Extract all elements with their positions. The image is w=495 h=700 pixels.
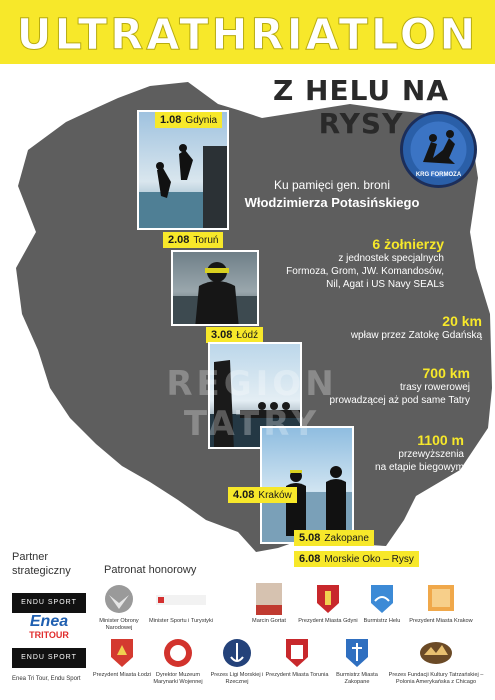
patron-maritime-league [204,637,270,686]
stat-soldiers-value: 6 żołnierzy [372,236,444,252]
tatra-logo-icon [384,637,488,669]
swimmer-image [173,252,259,326]
patron-hel [349,583,415,625]
endu-sport-logo-2: ENDU SPORT [12,648,86,668]
patron-emblem [408,583,474,615]
patron-caption: Burmistrz Helu [363,618,401,624]
partner-caption: Enea Tri Tour, Endu Sport [12,676,81,682]
patron-emblem [349,583,415,615]
patron-navy-museum [145,637,211,686]
stage-place: Zakopane [324,533,369,544]
stage-date: 4.08 [233,489,255,501]
stage-tag-2 [163,232,223,248]
patron-caption: Prezydent Miasta Łodzi [92,672,152,678]
patron-zakopane [324,637,390,686]
stage-tag-1 [155,112,222,128]
memorial-dedication [232,178,432,210]
logo-caption: KRG FORMOZA [415,172,462,178]
patron-caption: Prezes Fundacji Kultury Tatrzańskiej – Polonia Amerykańska z Chicago [388,672,484,685]
jumping-soldiers-image [139,112,229,230]
patron-emblem [264,637,330,669]
stat-soldiers [262,236,444,291]
ministry-logo-icon [148,583,214,615]
stage-tag-4 [228,487,297,503]
stage-place: Morskie Oko – Rysy [324,554,414,565]
partner-heading-line-1: Partner [12,551,49,563]
stat-run-line-2: na etapie biegowym [375,462,464,473]
stage-date: 2.08 [168,234,190,246]
patron-emblem [86,583,152,615]
partner-heading-line-2: strategiczny [12,565,71,577]
torun-crest-icon [264,637,330,669]
tritour-label: TRITOUR [29,630,69,640]
patron-emblem [324,637,390,669]
event-subtitle: Z HELU NA RYSY [272,74,450,140]
stage-date: 6.08 [299,553,321,565]
patron-emblem [148,583,214,615]
stat-swim-value: 20 km [442,313,482,329]
stat-bike-line-2: prowadzącej aż pod same Tatry [329,395,470,406]
patron-caption: Minister Obrony Narodowej [99,618,139,631]
photo-torun [171,250,259,326]
region-tatry-watermark: REGION TATRY [166,364,338,444]
event-title: ULTRATHRIATLON [16,10,479,60]
patron-caption: Marcin Gortat [252,618,286,624]
stat-bike-value: 700 km [422,365,470,381]
portrait-icon [236,583,302,615]
stage-date: 1.08 [160,114,182,126]
museum-badge-icon [145,637,211,669]
stage-tag-5 [294,530,374,546]
memorial-line-1: Ku pamięci gen. broni [273,178,391,192]
patron-torun [264,637,330,679]
stat-run-line-1: przewyższenia [398,449,464,460]
patron-minister-sport [148,583,214,625]
stage-place: Kraków [258,490,292,501]
patron-minister-defense [86,583,152,632]
eagle-emblem-icon [86,583,152,615]
patron-caption: Prezes Ligi Morskiej i Rzecznej [210,672,264,685]
stat-run-value: 1100 m [417,432,464,448]
patron-emblem [384,637,488,669]
stage-place: Gdynia [185,115,218,126]
stage-place: Toruń [193,235,219,246]
zakopane-crest-icon [324,637,390,669]
stage-tag-3 [206,327,263,343]
stage-tag-6 [294,551,419,567]
stage-date: 3.08 [211,329,233,341]
stage-date: 5.08 [299,532,321,544]
enea-tritour-logo [12,614,86,644]
enea-label: Enea [29,613,69,630]
patron-caption: Prezydent Miasta Gdyni [298,618,358,624]
memorial-line-2: Włodzimierza Potasińskiego [244,195,420,210]
stat-swim [282,313,482,342]
hel-crest-icon [349,583,415,615]
patron-caption: Burmistrz Miasta Zakopane [336,672,378,685]
patron-tatra-foundation [384,637,488,686]
patronage-heading: Patronat honorowy [104,564,197,576]
stat-soldiers-line-1: z jednostek specjalnych [338,253,444,264]
krg-formoza-logo [400,111,477,188]
patron-marcin-gortat [236,583,302,625]
patron-emblem [145,637,211,669]
patron-caption: Dyrektor Muzeum Marynarki Wojennej [153,672,203,685]
krakow-logo-icon [408,583,474,615]
patron-emblem [204,637,270,669]
stage-place: Łódź [236,330,259,341]
patron-emblem [236,583,302,615]
stat-soldiers-line-3: Nil, Agat i US Navy SEALs [326,279,444,290]
patron-caption: Prezydent Miasta Torunia [265,672,329,678]
endu-sport-logo: ENDU SPORT [12,593,86,613]
patron-caption: Prezydent Miasta Krakow [409,618,473,624]
stat-swim-line-1: wpław przez Zatokę Gdańską [350,330,482,341]
anchor-badge-icon [204,637,270,669]
stat-soldiers-line-2: Formoza, Grom, JW. Komandosów, [286,266,444,277]
patron-caption: Minister Sportu i Turystyki [148,618,214,624]
stat-bike-line-1: trasy rowerowej [399,382,470,393]
patron-krakow [408,583,474,625]
partner-heading [12,550,71,578]
